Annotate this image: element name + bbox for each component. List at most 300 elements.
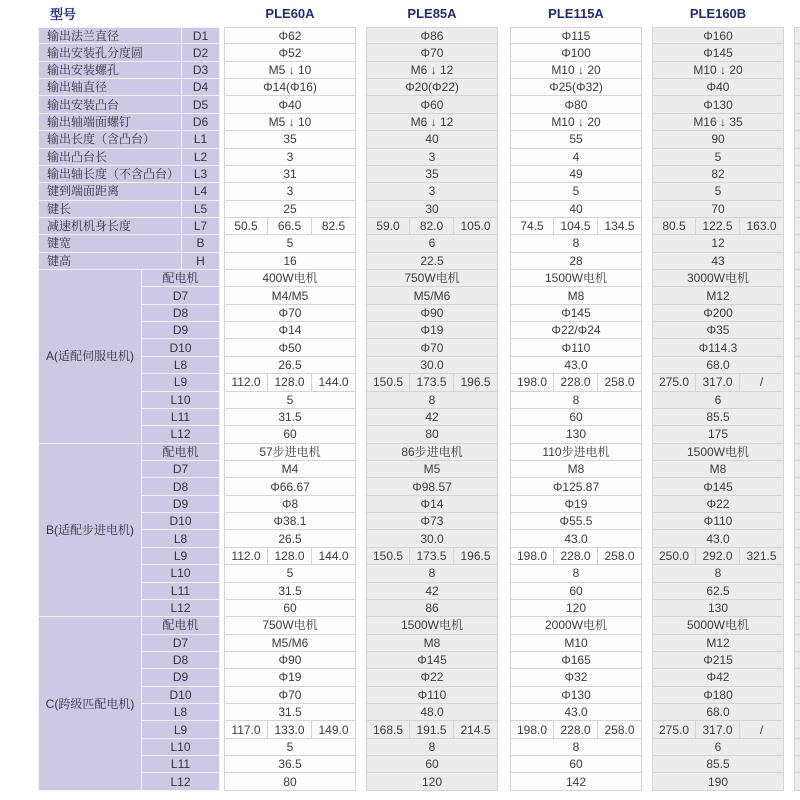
value-cell: 168.5	[366, 721, 410, 738]
code-cell: D8	[142, 652, 220, 669]
cut-cell	[794, 218, 800, 235]
row-label-cell: 输出安装凸台	[38, 96, 182, 113]
value-cell: 36.5	[224, 756, 356, 773]
value-cell: /	[740, 721, 784, 738]
value-cell: M5 ↓ 10	[224, 114, 356, 131]
cut-cell	[794, 79, 800, 96]
cut-cell	[794, 305, 800, 322]
value-cell: Φ90	[366, 305, 498, 322]
code-cell: D7	[142, 461, 220, 478]
value-cell: 3	[224, 183, 356, 200]
code-cell: D2	[182, 44, 220, 61]
value-cell: 8	[652, 565, 784, 582]
code-cell: L8	[142, 704, 220, 721]
value-cell: 196.5	[454, 374, 498, 391]
value-cell: 50.5	[224, 218, 268, 235]
value-cell: 133.0	[268, 721, 312, 738]
value-cell: 128.0	[268, 548, 312, 565]
value-cell: 8	[366, 739, 498, 756]
value-cell: 2000W电机	[510, 617, 642, 634]
cut-cell	[794, 426, 800, 443]
value-cell: 258.0	[598, 721, 642, 738]
code-cell: B	[182, 235, 220, 252]
value-cell: 82.0	[410, 218, 454, 235]
code-cell: L11	[142, 756, 220, 773]
value-cell: Φ110	[366, 687, 498, 704]
table-corner-label: 型号	[50, 7, 77, 22]
cut-cell	[794, 339, 800, 356]
value-cell: 198.0	[510, 548, 554, 565]
value-cell: 214.5	[454, 721, 498, 738]
value-cell: Φ42	[652, 669, 784, 686]
value-cell: 104.5	[554, 218, 598, 235]
row-label-cell: 键到端面距离	[38, 183, 182, 200]
value-cell: Φ98.57	[366, 478, 498, 495]
code-cell: L12	[142, 426, 220, 443]
code-cell: D9	[142, 322, 220, 339]
cut-cell	[794, 149, 800, 166]
value-cell: M4/M5	[224, 287, 356, 304]
cut-cell	[794, 461, 800, 478]
cut-cell	[794, 27, 800, 44]
value-cell: Φ25(Φ32)	[510, 79, 642, 96]
value-cell: Φ130	[652, 96, 784, 113]
row-label-cell: 输出轴端面螺钉	[38, 114, 182, 131]
cut-cell	[794, 444, 800, 461]
row-label-cell: 键宽	[38, 235, 182, 252]
value-cell: Φ62	[224, 27, 356, 44]
value-cell: 134.5	[598, 218, 642, 235]
value-cell: M5 ↓ 10	[224, 62, 356, 79]
value-cell: Φ8	[224, 496, 356, 513]
value-cell: 85.5	[652, 756, 784, 773]
code-cell: D10	[142, 687, 220, 704]
value-cell: Φ50	[224, 339, 356, 356]
value-cell: Φ145	[510, 305, 642, 322]
value-cell: 43	[652, 253, 784, 270]
value-cell: Φ114.3	[652, 339, 784, 356]
value-cell: 82	[652, 166, 784, 183]
value-cell: 112.0	[224, 374, 268, 391]
value-cell: 59.0	[366, 218, 410, 235]
value-cell: Φ32	[510, 669, 642, 686]
value-cell: 1500W电机	[510, 270, 642, 287]
value-cell: 120	[510, 600, 642, 617]
value-cell: 750W电机	[224, 617, 356, 634]
code-cell: L12	[142, 600, 220, 617]
value-cell: 122.5	[696, 218, 740, 235]
value-cell: Φ90	[224, 652, 356, 669]
value-cell: 275.0	[652, 721, 696, 738]
cut-cell	[794, 44, 800, 61]
value-cell: 5	[510, 183, 642, 200]
value-cell: 6	[366, 235, 498, 252]
value-cell: 60	[224, 426, 356, 443]
value-cell: 175	[652, 426, 784, 443]
value-cell: 60	[366, 756, 498, 773]
value-cell: 35	[224, 131, 356, 148]
code-cell: D7	[142, 635, 220, 652]
cut-cell	[794, 357, 800, 374]
code-cell: D7	[142, 287, 220, 304]
cut-cell	[794, 131, 800, 148]
value-cell: M10 ↓ 20	[652, 62, 784, 79]
value-cell: Φ20(Φ22)	[366, 79, 498, 96]
value-cell: 31.5	[224, 409, 356, 426]
value-cell: 42	[366, 583, 498, 600]
code-cell: L11	[142, 409, 220, 426]
value-cell: 144.0	[312, 374, 356, 391]
value-cell: Φ14	[366, 496, 498, 513]
cut-cell	[794, 409, 800, 426]
value-cell: 150.5	[366, 374, 410, 391]
value-cell: 250.0	[652, 548, 696, 565]
code-cell: L1	[182, 131, 220, 148]
value-cell: M16 ↓ 35	[652, 114, 784, 131]
value-cell: 66.5	[268, 218, 312, 235]
cut-cell	[794, 548, 800, 565]
value-cell: Φ14(Φ16)	[224, 79, 356, 96]
code-cell: D8	[142, 305, 220, 322]
value-cell: 150.5	[366, 548, 410, 565]
value-cell: 42	[366, 409, 498, 426]
value-cell: 31.5	[224, 704, 356, 721]
row-label-cell: 键长	[38, 201, 182, 218]
value-cell: 25	[224, 201, 356, 218]
value-cell: Φ19	[510, 496, 642, 513]
cut-cell	[794, 322, 800, 339]
value-cell: M12	[652, 287, 784, 304]
cut-cell	[794, 201, 800, 218]
value-cell: 317.0	[696, 721, 740, 738]
row-label-cell: 输出安装孔分度圆	[38, 44, 182, 61]
cut-cell	[794, 478, 800, 495]
value-cell: Φ115	[510, 27, 642, 44]
value-cell: 60	[510, 583, 642, 600]
value-cell: 275.0	[652, 374, 696, 391]
value-cell: 112.0	[224, 548, 268, 565]
code-cell: D6	[182, 114, 220, 131]
value-cell: 105.0	[454, 218, 498, 235]
value-cell: 128.0	[268, 374, 312, 391]
value-cell: Φ165	[510, 652, 642, 669]
value-cell: M8	[366, 635, 498, 652]
value-cell: Φ66.67	[224, 478, 356, 495]
code-cell: L3	[182, 166, 220, 183]
value-cell: Φ14	[224, 322, 356, 339]
value-cell: 74.5	[510, 218, 554, 235]
cut-cell	[794, 62, 800, 79]
value-cell: 30.0	[366, 357, 498, 374]
cut-cell	[794, 756, 800, 773]
row-label-cell: 输出长度（含凸台）	[38, 131, 182, 148]
value-cell: 43.0	[510, 530, 642, 547]
value-cell: 1500W电机	[652, 444, 784, 461]
value-cell: M8	[510, 461, 642, 478]
value-cell: 3	[366, 183, 498, 200]
cut-cell	[794, 687, 800, 704]
value-cell: 5000W电机	[652, 617, 784, 634]
value-cell: Φ110	[652, 513, 784, 530]
code-cell: D3	[182, 62, 220, 79]
value-cell: 26.5	[224, 530, 356, 547]
value-cell: 142	[510, 773, 642, 790]
cut-cell	[794, 600, 800, 617]
code-cell: 配电机	[142, 270, 220, 287]
value-cell: Φ55.5	[510, 513, 642, 530]
value-cell: 31	[224, 166, 356, 183]
cut-cell	[794, 96, 800, 113]
value-cell: 43.0	[510, 704, 642, 721]
value-cell: 85.5	[652, 409, 784, 426]
cut-cell	[794, 669, 800, 686]
value-cell: Φ19	[366, 322, 498, 339]
value-cell: 228.0	[554, 374, 598, 391]
value-cell: 3	[224, 149, 356, 166]
value-cell: 130	[652, 600, 784, 617]
row-label-cell: 输出轴直径	[38, 79, 182, 96]
value-cell: Φ180	[652, 687, 784, 704]
cut-cell	[794, 166, 800, 183]
value-cell: 190	[652, 773, 784, 790]
value-cell: 5	[224, 739, 356, 756]
value-cell: 130	[510, 426, 642, 443]
section-label-cell: C(跨级匹配电机)	[38, 617, 142, 791]
value-cell: 31.5	[224, 583, 356, 600]
value-cell: 60	[510, 409, 642, 426]
value-cell: 198.0	[510, 721, 554, 738]
code-cell: 配电机	[142, 444, 220, 461]
value-cell: Φ40	[652, 79, 784, 96]
value-cell: M10 ↓ 20	[510, 62, 642, 79]
spec-table	[38, 0, 800, 791]
value-cell: 48.0	[366, 704, 498, 721]
value-cell: 6	[652, 739, 784, 756]
value-cell: Φ52	[224, 44, 356, 61]
value-cell: 8	[510, 235, 642, 252]
value-cell: 55	[510, 131, 642, 148]
code-cell: L5	[182, 201, 220, 218]
value-cell: 8	[366, 392, 498, 409]
cut-cell	[794, 374, 800, 391]
value-cell: Φ160	[652, 27, 784, 44]
value-cell: M6 ↓ 12	[366, 62, 498, 79]
value-cell: M5/M6	[224, 635, 356, 652]
row-label-cell: 输出安装螺孔	[38, 62, 182, 79]
value-cell: 49	[510, 166, 642, 183]
value-cell: Φ145	[366, 652, 498, 669]
value-cell: M5/M6	[366, 287, 498, 304]
value-cell: /	[740, 374, 784, 391]
model-header-ple160b: PLE160B	[689, 6, 747, 21]
value-cell: 80.5	[652, 218, 696, 235]
value-cell: 117.0	[224, 721, 268, 738]
cut-cell	[794, 270, 800, 287]
value-cell: 5	[224, 565, 356, 582]
value-cell: 8	[366, 565, 498, 582]
code-cell: L10	[142, 565, 220, 582]
value-cell: 258.0	[598, 374, 642, 391]
value-cell: Φ35	[652, 322, 784, 339]
code-cell: D5	[182, 96, 220, 113]
value-cell: Φ70	[224, 687, 356, 704]
section-label-cell: B(适配步进电机)	[38, 444, 142, 618]
value-cell: 35	[366, 166, 498, 183]
code-cell: L8	[142, 357, 220, 374]
value-cell: 6	[652, 392, 784, 409]
row-label-cell: 输出凸台长	[38, 149, 182, 166]
cut-cell	[794, 183, 800, 200]
value-cell: 198.0	[510, 374, 554, 391]
code-cell: L8	[142, 530, 220, 547]
code-cell: L9	[142, 721, 220, 738]
cut-cell	[794, 739, 800, 756]
value-cell: 82.5	[312, 218, 356, 235]
value-cell: 40	[510, 201, 642, 218]
cut-cell	[794, 253, 800, 270]
cut-cell	[794, 721, 800, 738]
value-cell: Φ70	[366, 339, 498, 356]
value-cell: 8	[510, 392, 642, 409]
value-cell: Φ22	[366, 669, 498, 686]
value-cell: 5	[652, 149, 784, 166]
value-cell: M8	[652, 461, 784, 478]
cut-cell	[794, 635, 800, 652]
value-cell: Φ70	[224, 305, 356, 322]
value-cell: Φ100	[510, 44, 642, 61]
code-cell: D9	[142, 669, 220, 686]
code-cell: D1	[182, 27, 220, 44]
value-cell: 144.0	[312, 548, 356, 565]
code-cell: L4	[182, 183, 220, 200]
value-cell: Φ70	[366, 44, 498, 61]
value-cell: 8	[510, 739, 642, 756]
value-cell: 16	[224, 253, 356, 270]
cut-cell	[794, 496, 800, 513]
value-cell: Φ145	[652, 478, 784, 495]
value-cell: 5	[224, 392, 356, 409]
code-cell: L11	[142, 583, 220, 600]
value-cell: Φ60	[366, 96, 498, 113]
value-cell: 228.0	[554, 548, 598, 565]
value-cell: 149.0	[312, 721, 356, 738]
value-cell: 5	[224, 235, 356, 252]
value-cell: 60	[510, 756, 642, 773]
cut-cell	[794, 704, 800, 721]
cut-cell	[794, 773, 800, 790]
row-label-cell: 输出法兰直径	[38, 27, 182, 44]
value-cell: 80	[224, 773, 356, 790]
value-cell: 321.5	[740, 548, 784, 565]
value-cell: 86	[366, 600, 498, 617]
value-cell: 68.0	[652, 704, 784, 721]
row-label-cell: 键高	[38, 253, 182, 270]
value-cell: 43.0	[510, 357, 642, 374]
cut-cell	[794, 530, 800, 547]
value-cell: 68.0	[652, 357, 784, 374]
model-header-ple60a: PLE60A	[265, 6, 315, 21]
value-cell: 28	[510, 253, 642, 270]
value-cell: Φ40	[224, 96, 356, 113]
code-cell: L10	[142, 739, 220, 756]
value-cell: 26.5	[224, 357, 356, 374]
value-cell: 258.0	[598, 548, 642, 565]
value-cell: Φ73	[366, 513, 498, 530]
cut-cell	[794, 513, 800, 530]
cut-cell	[794, 287, 800, 304]
code-cell: 配电机	[142, 617, 220, 634]
value-cell: 4	[510, 149, 642, 166]
value-cell: 57步进电机	[224, 444, 356, 461]
code-cell: L9	[142, 374, 220, 391]
value-cell: 173.5	[410, 548, 454, 565]
value-cell: 8	[510, 565, 642, 582]
row-label-cell: 输出轴长度（不含凸台）	[38, 166, 182, 183]
value-cell: Φ86	[366, 27, 498, 44]
cut-cell	[794, 617, 800, 634]
value-cell: 228.0	[554, 721, 598, 738]
code-cell: L7	[182, 218, 220, 235]
value-cell: 110步进电机	[510, 444, 642, 461]
value-cell: M5	[366, 461, 498, 478]
value-cell: 22.5	[366, 253, 498, 270]
value-cell: 62.5	[652, 583, 784, 600]
code-cell: D4	[182, 79, 220, 96]
value-cell: 30.0	[366, 530, 498, 547]
value-cell: Φ215	[652, 652, 784, 669]
value-cell: Φ130	[510, 687, 642, 704]
cut-cell	[794, 114, 800, 131]
value-cell: 86步进电机	[366, 444, 498, 461]
cut-cell	[794, 652, 800, 669]
value-cell: Φ110	[510, 339, 642, 356]
code-cell: L9	[142, 548, 220, 565]
value-cell: 196.5	[454, 548, 498, 565]
value-cell: 12	[652, 235, 784, 252]
code-cell: L12	[142, 773, 220, 790]
code-cell: D9	[142, 496, 220, 513]
model-header-ple115a: PLE115A	[548, 6, 604, 21]
value-cell: 40	[366, 131, 498, 148]
code-cell: L10	[142, 392, 220, 409]
code-cell: D10	[142, 339, 220, 356]
value-cell: 400W电机	[224, 270, 356, 287]
value-cell: 5	[652, 183, 784, 200]
value-cell: 43.0	[652, 530, 784, 547]
code-cell: H	[182, 253, 220, 270]
cut-cell	[794, 583, 800, 600]
value-cell: Φ22/Φ24	[510, 322, 642, 339]
value-cell: M12	[652, 635, 784, 652]
value-cell: 120	[366, 773, 498, 790]
code-cell: L2	[182, 149, 220, 166]
cut-cell	[794, 565, 800, 582]
value-cell: 60	[224, 600, 356, 617]
value-cell: Φ145	[652, 44, 784, 61]
value-cell: Φ19	[224, 669, 356, 686]
value-cell: 292.0	[696, 548, 740, 565]
value-cell: Φ80	[510, 96, 642, 113]
cut-cell	[794, 392, 800, 409]
value-cell: Φ22	[652, 496, 784, 513]
value-cell: 750W电机	[366, 270, 498, 287]
value-cell: M4	[224, 461, 356, 478]
value-cell: M10	[510, 635, 642, 652]
value-cell: 90	[652, 131, 784, 148]
value-cell: 80	[366, 426, 498, 443]
value-cell: 317.0	[696, 374, 740, 391]
section-label-cell: A(适配伺服电机)	[38, 270, 142, 444]
